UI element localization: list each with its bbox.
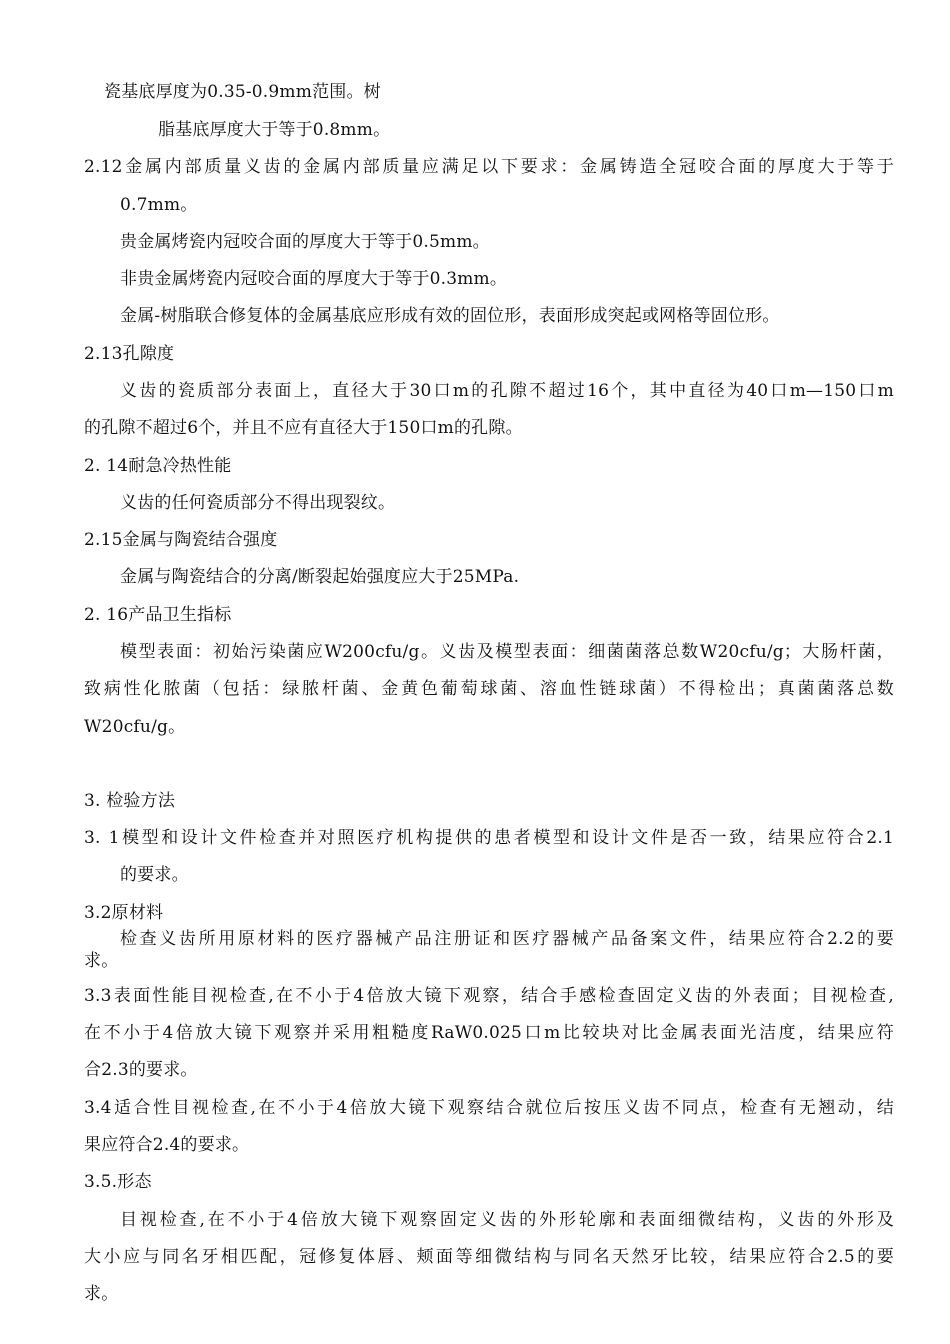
text-line: 义齿的任何瓷质部分不得出现裂纹。: [120, 493, 396, 513]
text-line: 目视检查,在不小于4倍放大镜下观察固定义齿的外形轮廓和表面细微结构，义齿的外形及: [120, 1210, 894, 1230]
section-heading-3-2: 3.2原材料: [84, 903, 164, 923]
section-heading-2-16: 2. 16产品卫生指标: [84, 605, 232, 625]
text-line: W20cfu/g。: [84, 717, 186, 737]
text-line: 0.7mm。: [120, 195, 198, 215]
section-heading-2-14: 2. 14耐急冷热性能: [84, 456, 232, 476]
section-heading-3: 3. 检验方法: [84, 791, 176, 811]
text-line: 脂基底厚度大于等于0.8mm。: [158, 120, 391, 140]
text-line: 果应符合2.4的要求。: [84, 1135, 250, 1155]
text-line: 的孔隙不超过6个，并且不应有直径大于150口m的孔隙。: [84, 418, 523, 438]
text-line: 在不小于4倍放大镜下观察并采用粗糙度RaW0.025口m比较块对比金属表面光洁度，结果应符: [84, 1023, 894, 1043]
text-line: 非贵金属烤瓷内冠咬合面的厚度大于等于0.3mm。: [120, 269, 508, 289]
section-heading-3-5: 3.5.形态: [84, 1172, 152, 1192]
text-line: 金属与陶瓷结合的分离/断裂起始强度应大于25MPa.: [120, 567, 520, 587]
section-heading-2-15: 2.15金属与陶瓷结合强度: [84, 530, 278, 550]
text-line: 金属-树脂联合修复体的金属基底应形成有效的固位形，表面形成突起或网格等固位形。: [120, 306, 780, 326]
section-heading-2-13: 2.13孔隙度: [84, 344, 175, 364]
text-line: 瓷基底厚度为0.35-0.9mm范围。树: [104, 82, 381, 102]
section-heading-2-12: 2.12金属内部质量义齿的金属内部质量应满足以下要求：金属铸造全冠咬合面的厚度大于等于: [84, 157, 894, 177]
section-heading-3-3: 3.3表面性能目视检查,在不小于4倍放大镜下观察，结合手感检查固定义齿的外表面；目视检查,: [84, 986, 894, 1006]
section-heading-3-4: 3.4适合性目视检查,在不小于4倍放大镜下观察结合就位后按压义齿不同点，检查有无翘动，结: [84, 1098, 894, 1118]
text-line: 求。: [84, 951, 119, 971]
text-line: 大小应与同名牙相匹配，冠修复体唇、颊面等细微结构与同名天然牙比较，结果应符合2.5的要: [84, 1247, 894, 1267]
text-line: 义齿的瓷质部分表面上，直径大于30口m的孔隙不超过16个，其中直径为40口m—150口m: [120, 381, 894, 401]
section-heading-3-1: 3. 1模型和设计文件检查并对照医疗机构提供的患者模型和设计文件是否一致，结果应符合2.1: [84, 828, 894, 848]
text-line: 的要求。: [120, 865, 189, 885]
text-line: 贵金属烤瓷内冠咬合面的厚度大于等于0.5mm。: [120, 232, 490, 252]
text-line: 致病性化脓菌（包括：绿脓杆菌、金黄色葡萄球菌、溶血性链球菌）不得检出；真菌菌落总数: [84, 679, 894, 699]
text-line: 检查义齿所用原材料的医疗器械产品注册证和医疗器械产品备案文件，结果应符合2.2的要: [120, 929, 894, 949]
text-line: 合2.3的要求。: [84, 1060, 198, 1080]
text-line: 求。: [84, 1284, 119, 1304]
text-line: 模型表面：初始污染菌应W200cfu/g。义齿及模型表面：细菌菌落总数W20cfu/g；大肠杆菌，: [120, 642, 894, 662]
